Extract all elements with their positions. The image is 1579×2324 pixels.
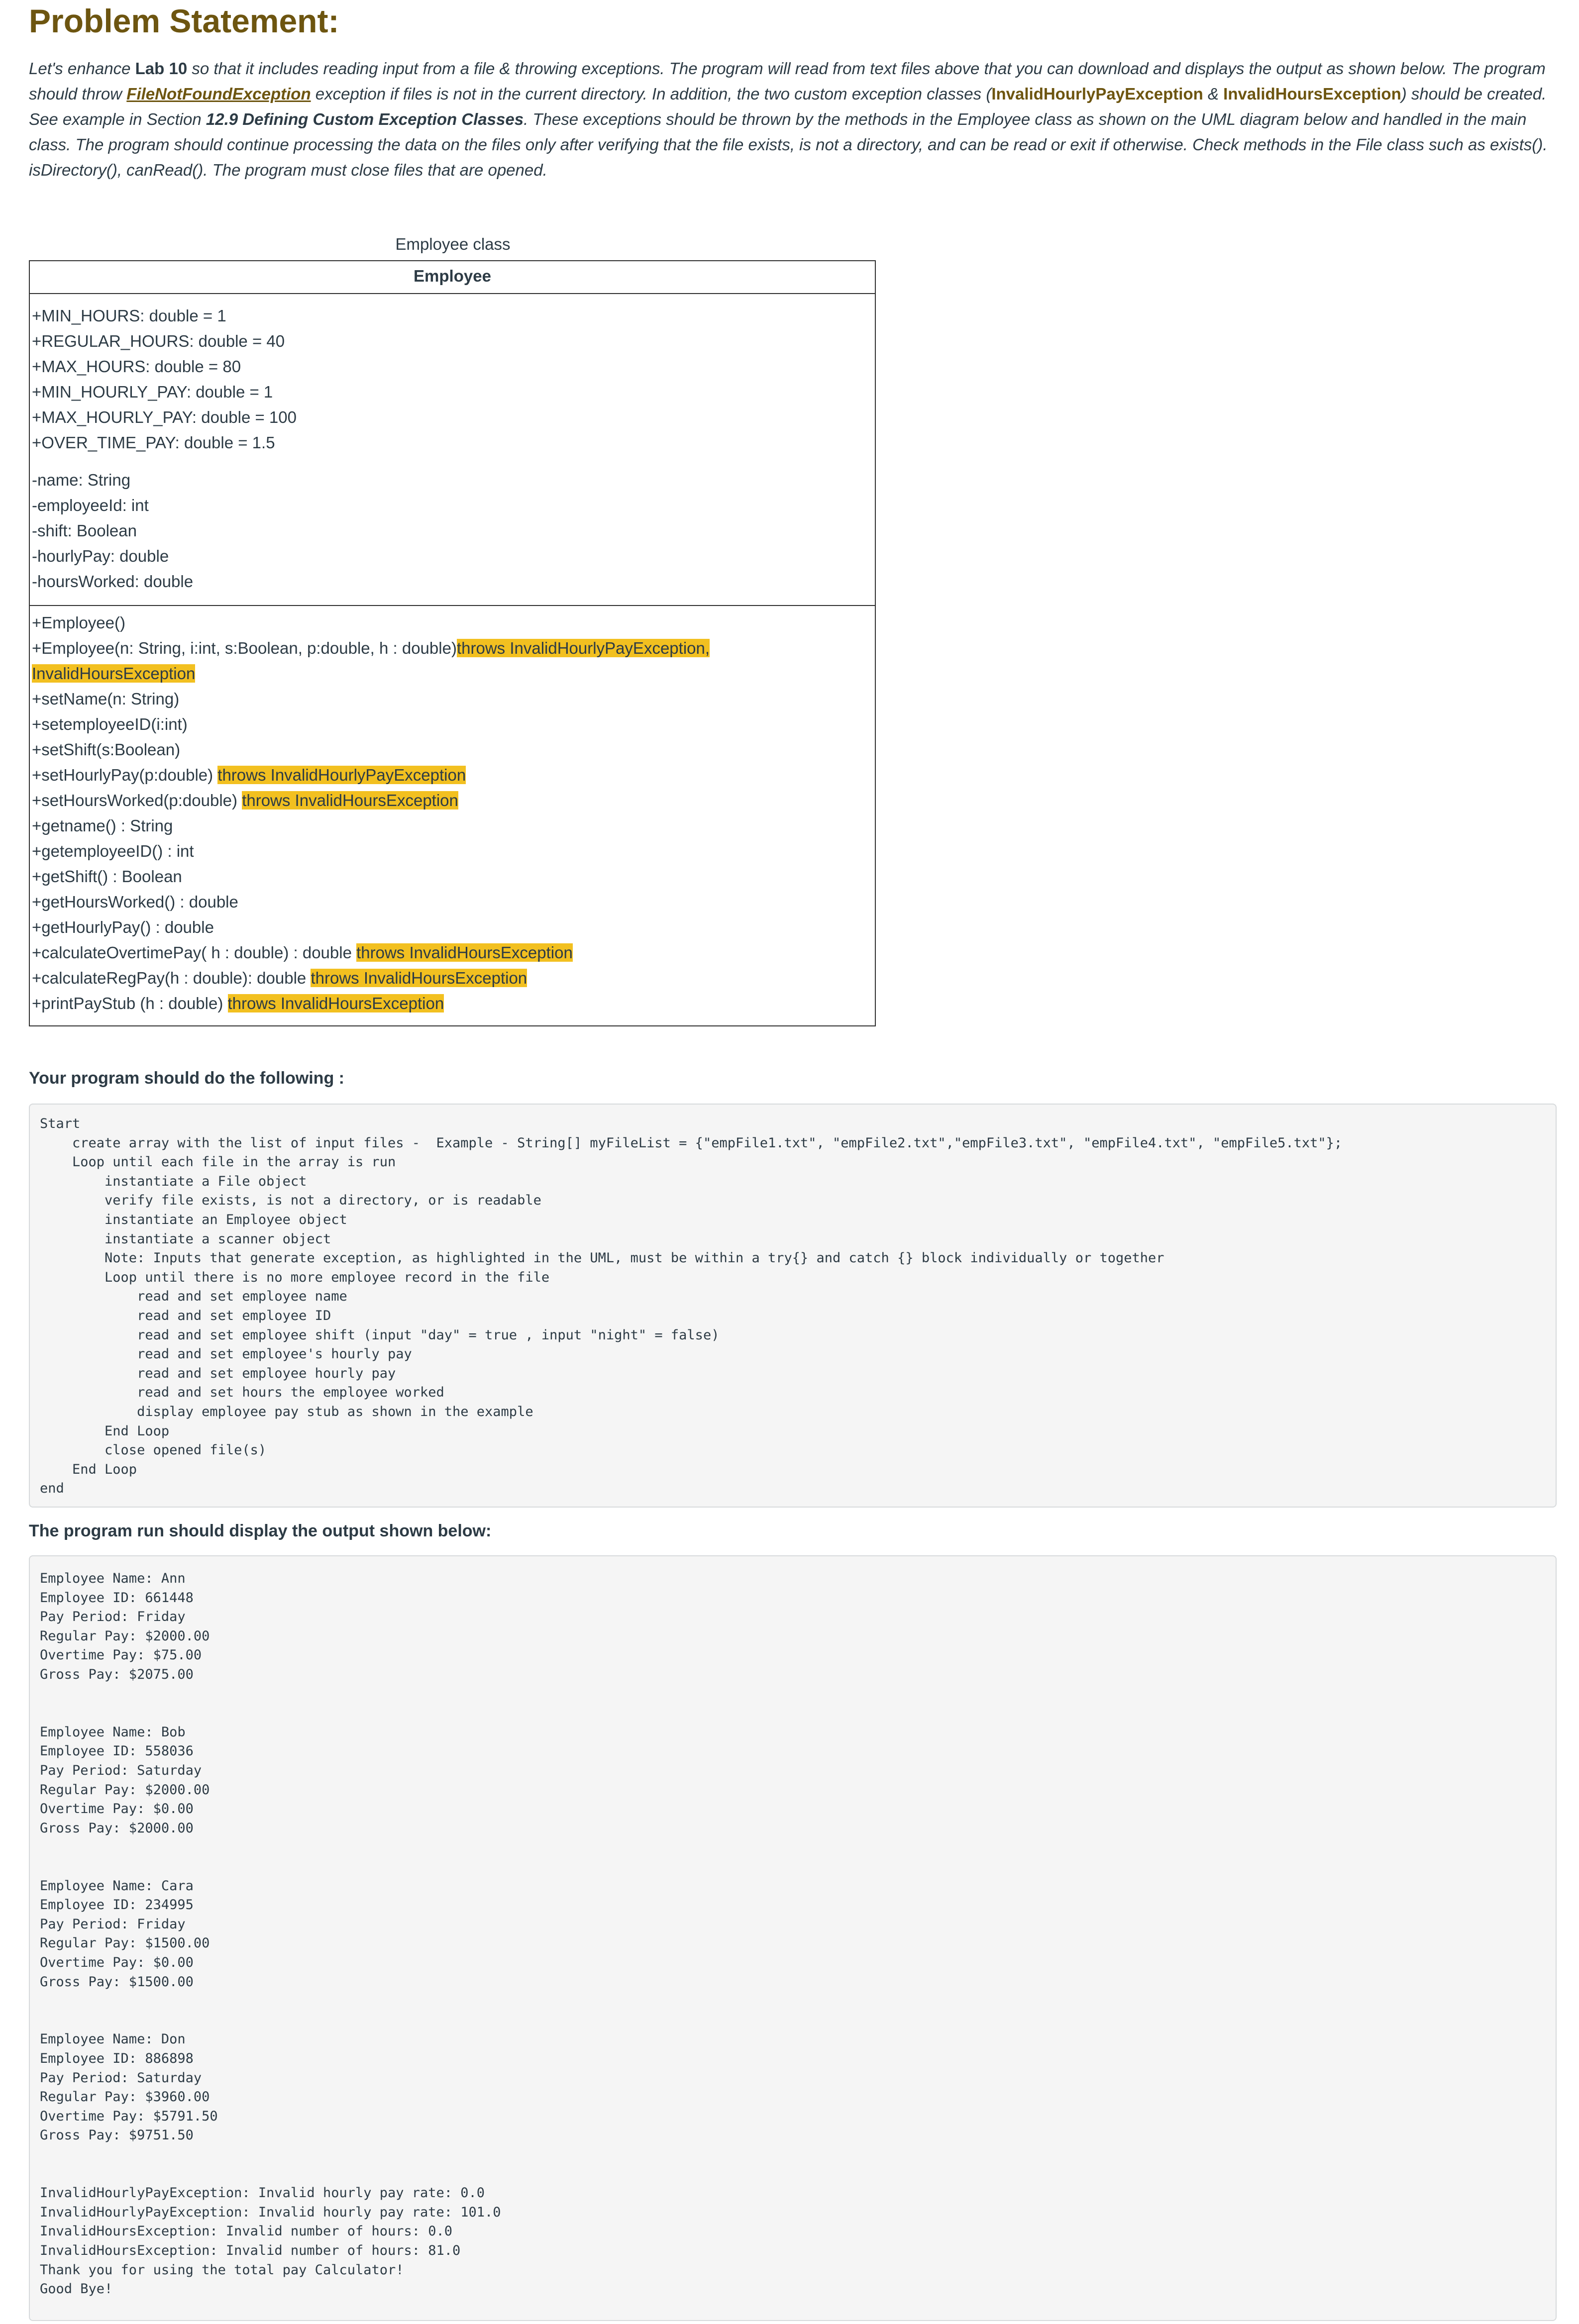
output-block <box>29 1555 1557 2321</box>
output-line: Employee Name: Don <box>40 2031 186 2047</box>
output-line: InvalidHoursException: Invalid number of hours: 0.0 <box>40 2223 453 2239</box>
uml-method <box>32 788 458 813</box>
intro-paragraph <box>29 56 1557 183</box>
pseudocode-line: Loop until each file in the array is run <box>40 1154 396 1170</box>
uml-method <box>32 610 125 635</box>
pseudocode-line: close opened file(s) <box>40 1442 267 1458</box>
pseudocode-line: End Loop <box>40 1461 137 1477</box>
uml-method-signature: +getname() : String <box>32 816 173 835</box>
uml-method-signature: +getHoursWorked() : double <box>32 893 238 911</box>
uml-method <box>32 635 710 661</box>
uml-method-signature: +printPayStub (h : double) <box>32 994 228 1012</box>
uml-method <box>32 711 188 737</box>
uml-field: -name: String <box>32 471 131 489</box>
steps-heading: Your program should do the following : <box>29 1069 344 1088</box>
uml-method <box>32 737 180 762</box>
uml-constant: +OVER_TIME_PAY: double = 1.5 <box>32 433 275 452</box>
output-line: Thank you for using the total pay Calculator! <box>40 2262 404 2278</box>
uml-field: -hoursWorked: double <box>32 572 194 591</box>
pseudocode-line: Loop until there is no more employee record in the file <box>40 1269 550 1285</box>
intro-text: Let's enhance <box>29 59 135 78</box>
intro-text: ) should be created. See example in Section <box>29 85 1547 128</box>
output-line: Pay Period: Saturday <box>40 2070 202 2086</box>
uml-throws-clause: throws InvalidHourlyPayException <box>217 766 466 784</box>
output-line: Regular Pay: $2000.00 <box>40 1628 210 1644</box>
output-line: Overtime Pay: $0.00 <box>40 1955 194 1970</box>
intro-text: . These exceptions should be thrown by the methods in the Employee class as shown on the UML diagram below and handled in the main class. The program should continue processing the data on the files only after verifying that the file exists, is not a directory, and can be read or exit if otherwise. Check methods in the File class such as exists(). isDirectory(), canRead(). The program must close files that are opened. <box>29 110 1548 179</box>
pseudocode-line: read and set employee ID <box>40 1308 331 1323</box>
output-line: Employee Name: Bob <box>40 1724 186 1740</box>
output-line: Employee ID: 558036 <box>40 1743 194 1759</box>
uml-method-signature: +setHoursWorked(p:double) <box>32 791 242 809</box>
pseudocode-line: display employee pay stub as shown in the example <box>40 1404 533 1419</box>
output-line: Employee Name: Cara <box>40 1878 194 1894</box>
uml-constant: +MIN_HOURS: double = 1 <box>32 306 226 325</box>
uml-method-signature: +calculateOvertimePay( h : double) : double <box>32 943 357 962</box>
pseudocode-line: Start <box>40 1116 81 1131</box>
pseudocode-line: read and set hours the employee worked <box>40 1385 444 1401</box>
uml-method <box>32 965 527 991</box>
output-line: Overtime Pay: $0.00 <box>40 1801 194 1817</box>
uml-method-signature: +getShift() : Boolean <box>32 867 182 886</box>
output-line: Good Bye! <box>40 2281 113 2297</box>
pseudocode-line: create array with the list of input files - Example - String[] myFileList = {"empFile1.txt", "empFile2.txt","empFile3.txt", "empFile4.txt", "empFile5.txt"}; <box>40 1135 1343 1151</box>
uml-method-signature: +Employee(n: String, i:int, s:Boolean, p:double, h : double) <box>32 639 457 657</box>
output-line: Employee Name: Ann <box>40 1571 186 1586</box>
uml-method-signature: +setName(n: String) <box>32 690 180 708</box>
uml-method <box>32 914 214 940</box>
intro-lab: Lab 10 <box>135 59 188 78</box>
uml-throws-clause: throws InvalidHoursException <box>311 969 527 987</box>
uml-method <box>32 991 444 1016</box>
uml-throws-clause: throws InvalidHoursException <box>242 791 458 809</box>
intro-text: & <box>1203 85 1224 103</box>
uml-method-signature: +Employee() <box>32 613 125 632</box>
output-line: Pay Period: Friday <box>40 1609 186 1625</box>
uml-constant: +MAX_HOURLY_PAY: double = 100 <box>32 408 297 426</box>
uml-field: -employeeId: int <box>32 496 149 514</box>
uml-method-signature: +getemployeeID() : int <box>32 842 194 860</box>
output-line: Pay Period: Friday <box>40 1916 186 1932</box>
pseudocode-line: verify file exists, is not a directory, or is readable <box>40 1193 541 1209</box>
pseudocode-block <box>29 1104 1557 1508</box>
output-line: Employee ID: 234995 <box>40 1897 194 1913</box>
uml-constant: +MIN_HOURLY_PAY: double = 1 <box>32 383 273 401</box>
uml-method-signature: +setemployeeID(i:int) <box>32 715 188 733</box>
pseudocode-line: instantiate a File object <box>40 1173 307 1189</box>
output-line: Gross Pay: $1500.00 <box>40 1974 194 1990</box>
output-line: Regular Pay: $2000.00 <box>40 1782 210 1798</box>
uml-throws-clause: InvalidHoursException <box>32 664 196 683</box>
output-line: Pay Period: Saturday <box>40 1763 202 1778</box>
output-line: Gross Pay: $2000.00 <box>40 1820 194 1836</box>
uml-caption: Employee class <box>395 235 511 253</box>
output-line: Employee ID: 886898 <box>40 2051 194 2066</box>
pseudocode-line: Note: Inputs that generate exception, as highlighted in the UML, must be within a try{} and catch {} block individually or together <box>40 1250 1164 1266</box>
intro-text: exception if files is not in the current directory. In addition, the two custom exception classes ( <box>311 85 992 103</box>
pseudocode-line: read and set employee hourly pay <box>40 1365 396 1381</box>
output-line: Gross Pay: $9751.50 <box>40 2127 194 2143</box>
pseudocode-line: read and set employee's hourly pay <box>40 1346 412 1362</box>
output-line: Regular Pay: $1500.00 <box>40 1935 210 1951</box>
output-line: InvalidHourlyPayException: Invalid hourly pay rate: 101.0 <box>40 2204 501 2220</box>
output-line: Overtime Pay: $5791.50 <box>40 2108 218 2124</box>
uml-diagram <box>29 260 876 1026</box>
uml-field: -shift: Boolean <box>32 521 137 540</box>
uml-class-name: Employee <box>30 261 875 294</box>
page-title: Problem Statement: <box>29 2 339 39</box>
output-line: Overtime Pay: $75.00 <box>40 1647 202 1663</box>
uml-method <box>32 813 173 838</box>
pseudocode-line: read and set employee shift (input "day" = true , input "night" = false) <box>40 1327 720 1343</box>
uml-method <box>32 864 182 889</box>
output-line: Regular Pay: $3960.00 <box>40 2089 210 2105</box>
section-reference: 12.9 Defining Custom Exception Classes <box>206 110 524 128</box>
output-line: Employee ID: 661448 <box>40 1590 194 1606</box>
pseudocode-line: read and set employee name <box>40 1289 347 1305</box>
uml-attributes <box>30 293 875 606</box>
pseudocode-line: instantiate a scanner object <box>40 1231 331 1247</box>
uml-method <box>32 661 195 686</box>
uml-method-signature: +getHourlyPay() : double <box>32 918 214 936</box>
uml-throws-clause: throws InvalidHoursException <box>356 943 573 962</box>
uml-method-signature: +setShift(s:Boolean) <box>32 740 181 759</box>
output-heading: The program run should display the output shown below: <box>29 1521 492 1540</box>
uml-method <box>32 940 573 965</box>
uml-field: -hourlyPay: double <box>32 547 169 565</box>
uml-constant: +REGULAR_HOURS: double = 40 <box>32 332 285 350</box>
file-not-found-link[interactable]: FileNotFoundException <box>126 85 311 103</box>
pseudocode-line: End Loop <box>40 1423 170 1439</box>
uml-method <box>32 838 194 864</box>
pseudocode-line: end <box>40 1481 64 1497</box>
output-line: InvalidHoursException: Invalid number of hours: 81.0 <box>40 2243 461 2258</box>
uml-method <box>32 686 179 711</box>
uml-constant: +MAX_HOURS: double = 80 <box>32 357 241 376</box>
pseudocode-line: instantiate an Employee object <box>40 1212 347 1227</box>
uml-throws-clause: throws InvalidHoursException <box>227 994 444 1012</box>
uml-method-signature: +calculateRegPay(h : double): double <box>32 969 311 987</box>
hourly-pay-exception-term: InvalidHourlyPayException <box>991 85 1203 103</box>
uml-method <box>32 762 466 788</box>
uml-throws-clause: throws InvalidHourlyPayException, <box>456 639 710 657</box>
uml-method-signature: +setHourlyPay(p:double) <box>32 766 218 784</box>
output-line: InvalidHourlyPayException: Invalid hourly pay rate: 0.0 <box>40 2185 485 2201</box>
output-line: Gross Pay: $2075.00 <box>40 1667 194 1682</box>
intro-text: so that it includes reading input from a file & throwing exceptions. The program will read from text files above that you can download and displays the output as shown below. The program should throw <box>29 59 1546 103</box>
uml-method <box>32 889 238 914</box>
hours-exception-term: InvalidHoursException <box>1223 85 1401 103</box>
